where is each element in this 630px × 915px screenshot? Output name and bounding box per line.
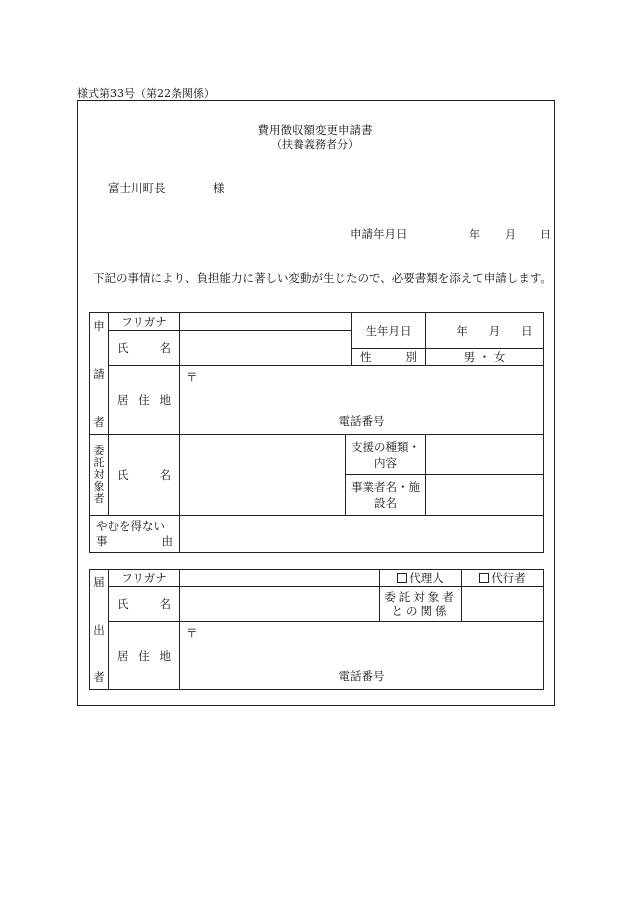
applicant-birthdate-label: 生年月日 [352,313,426,349]
applicant-phone-label: 電話番号 [338,414,385,428]
relation-field[interactable] [462,587,544,622]
applicant-name-label: 氏 名 [109,331,180,366]
date-day-label: 日 [540,228,551,241]
form-title: 費用徴収額変更申請書 [257,123,373,137]
relation-label: 委託対象者 との関係 [380,587,462,622]
applicant-address-field[interactable] [180,366,544,435]
subject-name-label: 氏 名 [109,435,180,516]
applicant-section-label: 申 請 者 [90,313,109,435]
date-year-label: 年 [469,228,480,241]
support-type-field[interactable] [426,435,544,475]
notifier-name-label: 氏 名 [109,587,180,622]
reason-field[interactable] [180,516,544,553]
facility-name-label: 事業者名・施設名 [346,475,426,516]
subject-section-label: 委 託 対 象 者 [90,435,109,516]
proxy-checkbox-icon[interactable] [479,573,489,583]
applicant-furigana-label: フリガナ [109,313,180,331]
reason-label: やむを得ない 事 由 [90,516,180,553]
form-number: 様式第33号（第22条関係） [77,87,215,100]
facility-name-field[interactable] [426,475,544,516]
applicant-name-field[interactable] [180,331,352,366]
notifier-name-field[interactable] [180,587,380,622]
applicant-furigana-field[interactable] [180,313,352,331]
notifier-furigana-field[interactable] [180,570,380,587]
application-date-label: 申請年月日 [350,227,408,241]
notifier-table [89,569,544,690]
proxy-checkbox[interactable]: 代行者 [462,570,544,587]
applicant-postal-mark: 〒 [186,370,198,384]
notifier-section-label: 届 出 者 [90,570,109,690]
form-subtitle: （扶養義務者分） [271,138,359,151]
notifier-address-label: 居 住 地 [109,622,180,690]
applicant-table [89,312,544,553]
notifier-furigana-label: フリガナ [109,570,180,587]
agent-checkbox[interactable]: 代理人 [380,570,462,587]
notifier-address-field[interactable] [180,622,544,690]
subject-name-field[interactable] [180,435,346,516]
notifier-postal-mark: 〒 [186,626,198,640]
application-statement: 下記の事情により、負担能力に著しい変動が生じたので、必要書類を添えて申請します。 [93,271,552,285]
applicant-birthdate-field[interactable]: 年 月 日 [426,313,544,349]
notifier-phone-label: 電話番号 [338,669,385,683]
applicant-gender-value[interactable]: 男 ・ 女 [426,349,544,366]
agent-checkbox-icon[interactable] [397,573,407,583]
support-type-label: 支援の種類・内容 [346,435,426,475]
applicant-address-label: 居 住 地 [109,366,180,435]
applicant-gender-label: 性 別 [352,349,426,366]
addressee-name: 富士川町長 [108,181,166,195]
date-month-label: 月 [505,228,516,241]
addressee-honorific: 様 [213,181,225,195]
